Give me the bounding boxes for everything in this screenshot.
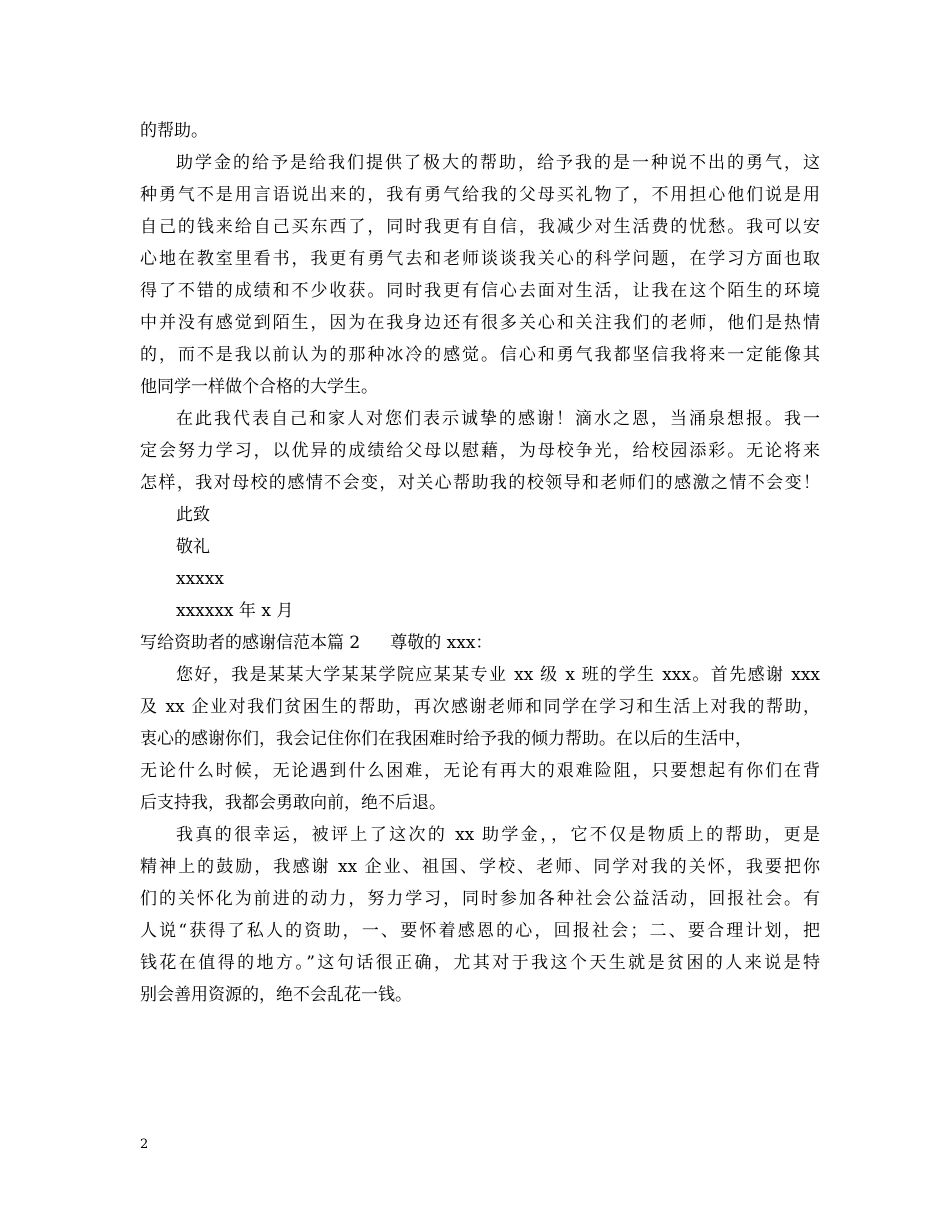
document-body: [140, 115, 820, 1011]
page-number: 2: [140, 1137, 149, 1152]
text-line: 自己的钱来给自己买东西了，同时我更有自信，我减少对生活费的忧愁。我可以安: [140, 217, 820, 237]
text-line: 的帮助。: [140, 121, 208, 141]
text-line: 钱花在值得的地方。”这句话很正确，尤其对于我这个天生就是贫困的人来说是特: [140, 953, 820, 973]
closing-line: 此致: [176, 505, 210, 525]
text-line: 们的关怀化为前进的动力，努力学习，同时参加各种社会公益活动，回报社会。有: [140, 889, 820, 909]
text-line: 心地在教室里看书，我更有勇气去和老师谈谈我关心的科学问题，在学习方面也取: [140, 249, 820, 269]
text-line: 无论什么时候，无论遇到什么困难，无论有再大的艰难险阻，只要想起有你们在背: [140, 761, 820, 781]
section-heading-line: [140, 627, 820, 659]
text-line: 的，而不是我以前认为的那种冰冷的感觉。信心和勇气我都坚信我将来一定能像其: [140, 345, 820, 365]
section-title: 写给资助者的感谢信范本篇 2: [140, 633, 361, 653]
text-line: 种勇气不是用言语说出来的，我有勇气给我的父母买礼物了，不用担心他们说是用: [140, 185, 820, 205]
text-line: 中并没有感觉到陌生，因为在我身边还有很多关心和关注我们的老师，他们是热情: [140, 313, 820, 333]
text-line: 衷心的感谢你们，我会记住你们在我困难时给予我的倾力帮助。在以后的生活中，: [140, 729, 752, 749]
text-line: 您好，我是某某大学某某学院应某某专业 xx 级 x 班的学生 xxx。首先感谢 xxx: [176, 665, 820, 685]
text-line: 后支持我，我都会勇敢向前，绝不后退。: [140, 793, 446, 813]
date-line: xxxxxx 年 x 月: [176, 601, 294, 621]
text-line: 精神上的鼓励，我感谢 xx 企业、祖国、学校、老师、同学对我的关怀，我要把你: [140, 857, 820, 877]
text-line: 及 xx 企业对我们贫困生的帮助，再次感谢老师和同学在学习和生活上对我的帮助，: [140, 697, 820, 717]
text-line: 怎样，我对母校的感情不会变，对关心帮助我的校领导和老师们的感激之情不会变！: [140, 473, 820, 493]
closing-line: 敬礼: [176, 537, 210, 557]
text-line: 人说“获得了私人的资助，一、要怀着感恩的心，回报社会；二、要合理计划，把: [140, 921, 820, 941]
text-line: 得了不错的成绩和不少收获。同时我更有信心去面对生活，让我在这个陌生的环境: [140, 281, 820, 301]
text-line: 他同学一样做个合格的大学生。: [140, 377, 378, 397]
text-line: 助学金的给予是给我们提供了极大的帮助，给予我的是一种说不出的勇气，这: [176, 153, 820, 173]
text-line: 我真的很幸运，被评上了这次的 xx 助学金，，它不仅是物质上的帮助，更是: [176, 825, 820, 845]
salutation: 尊敬的 xxx：: [390, 633, 493, 653]
text-line: 在此我代表自己和家人对您们表示诚挚的感谢！滴水之恩，当涌泉想报。我一: [176, 409, 820, 429]
text-line: 别会善用资源的，绝不会乱花一钱。: [140, 985, 412, 1005]
text-line: 定会努力学习，以优异的成绩给父母以慰藉，为母校争光，给校园添彩。无论将来: [140, 441, 820, 461]
signature-line: xxxxx: [176, 569, 224, 589]
